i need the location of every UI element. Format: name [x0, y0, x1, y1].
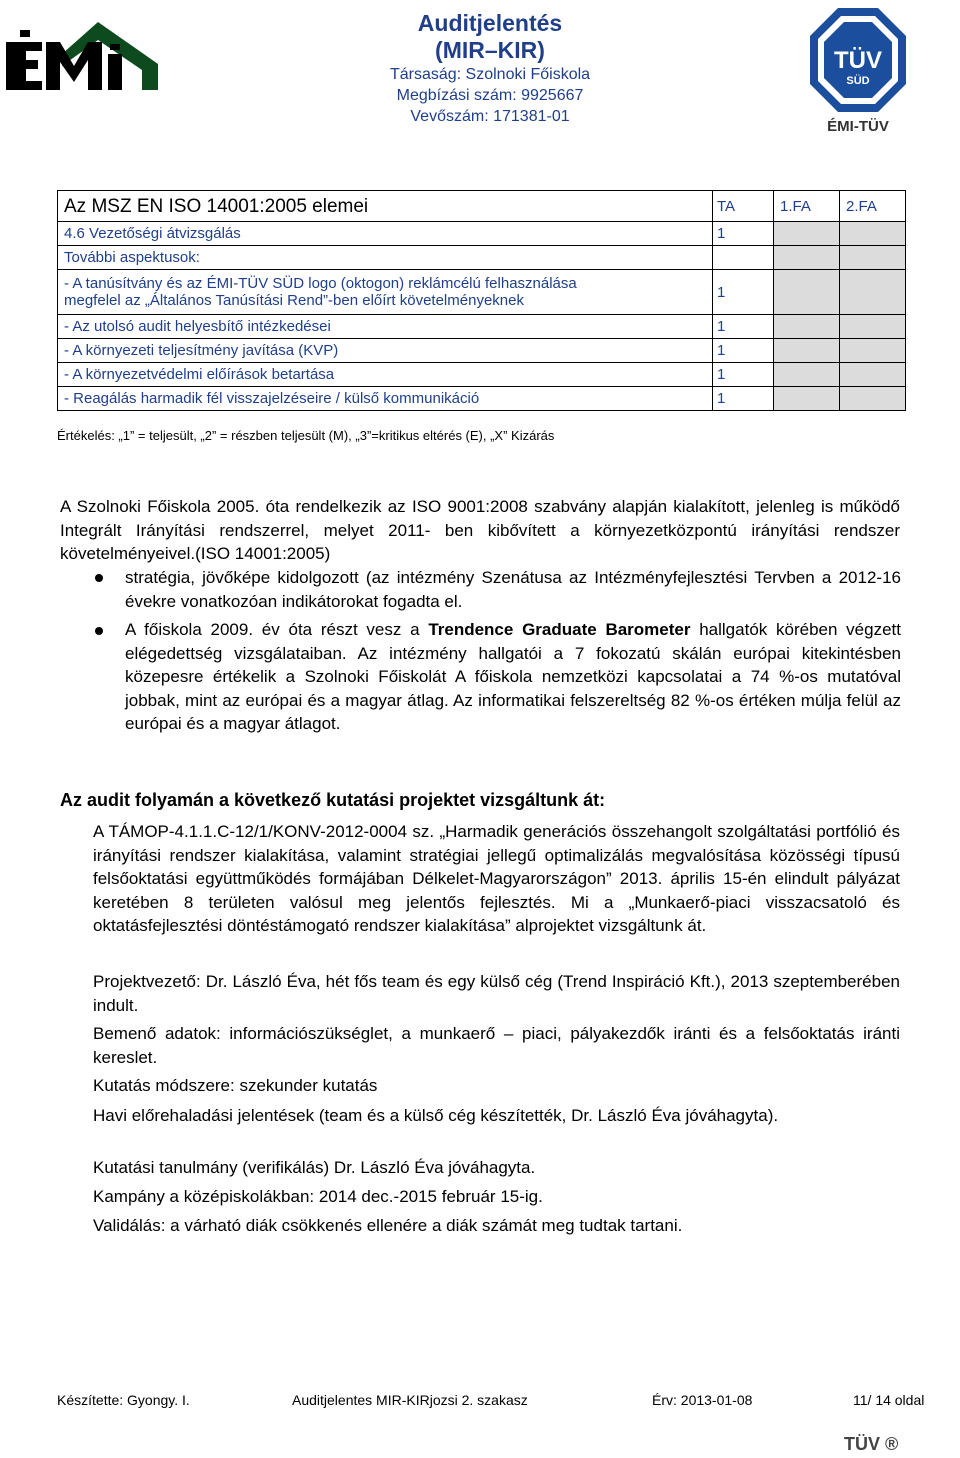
iso-elements-table [57, 190, 906, 411]
order-number: Megbízási szám: 9925667 [396, 87, 584, 104]
table-cell-ta: 1 [713, 339, 774, 363]
bullet-dot [95, 627, 103, 635]
table-row [58, 270, 906, 315]
table-cell-fa1 [774, 246, 840, 270]
table-cell-fa1 [774, 387, 840, 411]
emi-logo [2, 14, 162, 90]
tuv-logo [808, 6, 908, 114]
report-title: Auditjelentés [417, 10, 563, 36]
table-cell-desc: - Az utolsó audit helyesbítő intézkedései [58, 315, 713, 339]
project-leader: Projektvezető: Dr. László Éva, hét fős team és egy külső cég (Trend Inspiráció Kft.), 2013 szeptemberében indult. [93, 972, 900, 1015]
table-cell-desc: - A környezetvédelmi előírások betartása [58, 363, 713, 387]
table-cell-fa2 [840, 339, 906, 363]
tuv-caption: ÉMI-TÜV [827, 118, 889, 135]
footer-author: Készítette: Gyongy. I. [57, 1392, 190, 1408]
table-row [58, 246, 906, 270]
table-header-ta: TA [713, 191, 774, 222]
footer-valid-date: Érv: 2013-01-08 [652, 1392, 753, 1408]
footer-page-number: 11/ 14 oldal [853, 1392, 925, 1408]
table-cell-ta: 1 [713, 270, 774, 315]
table-cell-desc [58, 270, 713, 315]
table-cell-desc: - A környezeti teljesítmény javítása (KVP) [58, 339, 713, 363]
table-row [58, 339, 906, 363]
table-cell-fa1 [774, 270, 840, 315]
bullet-dot [95, 574, 103, 582]
table-row [58, 315, 906, 339]
table-cell-ta: 1 [713, 387, 774, 411]
header [300, 10, 680, 127]
intro-paragraph: A Szolnoki Főiskola 2005. óta rendelkezik az ISO 9001:2008 szabvány alapján kialakított, jelenleg is működő Integrált Irányítási rendszerrel, melyet 2011- ben kibővített a környezetközpontú irányítási rendszer követelményeivel.(ISO 14001:2005) [60, 497, 900, 563]
table-header-desc: Az MSZ EN ISO 14001:2005 elemei [58, 191, 713, 222]
table-cell-desc: További aspektusok: [58, 246, 713, 270]
table-header-fa2: 2.FA [840, 191, 906, 222]
table-cell-desc-line2: megfelel az „Általános Tanúsítási Rend”-ben előírt követelményeknek [64, 292, 524, 309]
table-cell-fa2 [840, 363, 906, 387]
section-heading: Az audit folyamán a következő kutatási projektet vizsgáltunk át: [60, 790, 606, 810]
footer-document: Auditjelentes MIR-KIRjozsi 2. szakasz [292, 1392, 528, 1408]
table-header-row [58, 191, 906, 222]
table-cell-ta: 1 [713, 363, 774, 387]
table-cell-ta [713, 246, 774, 270]
bullet-trendence-bold: Trendence Graduate Barometer [428, 620, 691, 639]
research-study: Kutatási tanulmány (verifikálás) Dr. László Éva jóváhagyta. [93, 1158, 536, 1177]
bullet-trendence [125, 618, 901, 736]
table-cell-fa1 [774, 222, 840, 246]
table-cell-fa1 [774, 363, 840, 387]
table-cell-fa2 [840, 387, 906, 411]
footer-tuv-mark: TÜV ® [844, 1434, 899, 1454]
tuv-logo-text: TÜV [834, 47, 882, 74]
tuv-logo-sub: SÜD [846, 75, 870, 87]
evaluation-legend: Értékelés: „1” = teljesült, „2” = részben teljesült (M), „3”=kritikus eltérés (E), „X” Kizárás [57, 428, 555, 443]
report-subtitle: (MIR–KIR) [435, 37, 545, 63]
input-data: Bemenő adatok: információszükséglet, a munkaerő – piaci, pályakezdők iránti és a felsőoktatás iránti kereslet. [93, 1024, 900, 1067]
table-cell-fa2 [840, 270, 906, 315]
table-cell-fa1 [774, 315, 840, 339]
table-cell-ta: 1 [713, 222, 774, 246]
bullet-strategy: stratégia, jövőképe kidolgozott (az intézmény Szenátusa az Intézményfejlesztési Tervben a 2012-16 évekre vonatkozóan indikátorokat fogadta el. [125, 568, 901, 611]
validation: Validálás: a várható diák csökkenés ellenére a diák számát meg tudtak tartani. [93, 1216, 683, 1235]
company-line: Társaság: Szolnoki Főiskola [389, 66, 591, 83]
table-cell-desc: 4.6 Vezetőségi átvizsgálás [58, 222, 713, 246]
table-cell-desc: - Reagálás harmadik fél visszajelzéseire / külső kommunikáció [58, 387, 713, 411]
project-paragraph: A TÁMOP-4.1.1.C-12/1/KONV-2012-0004 sz. „Harmadik generációs összehangolt szolgáltatási portfólió és irányítási rendszer kialakítása, valamint stratégiai jellegű optimalizálás megvalósítása közösségi típusú felsőoktatási együttműködés formájában Délkelet-Magyarországon” 2013. április 15-én elindult pályázat keretében 8 területen valósul meg jelentős fejlesztés. Mi a „Munkaerő-piaci visszacsatoló és oktatásfejlesztési döntéstámogató rendszer kialakítása” alprojektet vizsgáltunk át. [93, 822, 900, 935]
table-cell-ta: 1 [713, 315, 774, 339]
progress-reports: Havi előrehaladási jelentések (team és a külső cég készítették, Dr. László Éva jóváhagyta). [93, 1106, 779, 1125]
table-cell-fa1 [774, 339, 840, 363]
customer-number: Vevőszám: 171381-01 [410, 108, 570, 125]
table-row [58, 222, 906, 246]
campaign: Kampány a középiskolákban: 2014 dec.-2015 február 15-ig. [93, 1187, 543, 1206]
bullet-trendence-post: hallgatók körében végzett elégedettség vizsgálataiban. Az intézmény hallgatói a 7 fokozatú skálán európai kitekintésben közepesre értékelik a Szolnoki Főiskolát A főiskola nemzetközi kapcsolatai a 74 %-os mutatóval jobbak, mint az európai és a magyar átlag. Az informatikai felszereltség 82 %-os értéken múlja felül az európai és a magyar átlagot. [125, 620, 901, 733]
table-cell-fa2 [840, 246, 906, 270]
table-cell-fa2 [840, 315, 906, 339]
table-row [58, 387, 906, 411]
table-cell-fa2 [840, 222, 906, 246]
table-cell-desc-line1: - A tanúsítvány és az ÉMI-TÜV SÜD logo (oktogon) reklámcélú felhasználása [64, 275, 577, 292]
research-method: Kutatás módszere: szekunder kutatás [93, 1076, 378, 1095]
table-row [58, 363, 906, 387]
bullet-trendence-pre: A főiskola 2009. év óta részt vesz a [125, 620, 429, 639]
table-header-fa1: 1.FA [774, 191, 840, 222]
